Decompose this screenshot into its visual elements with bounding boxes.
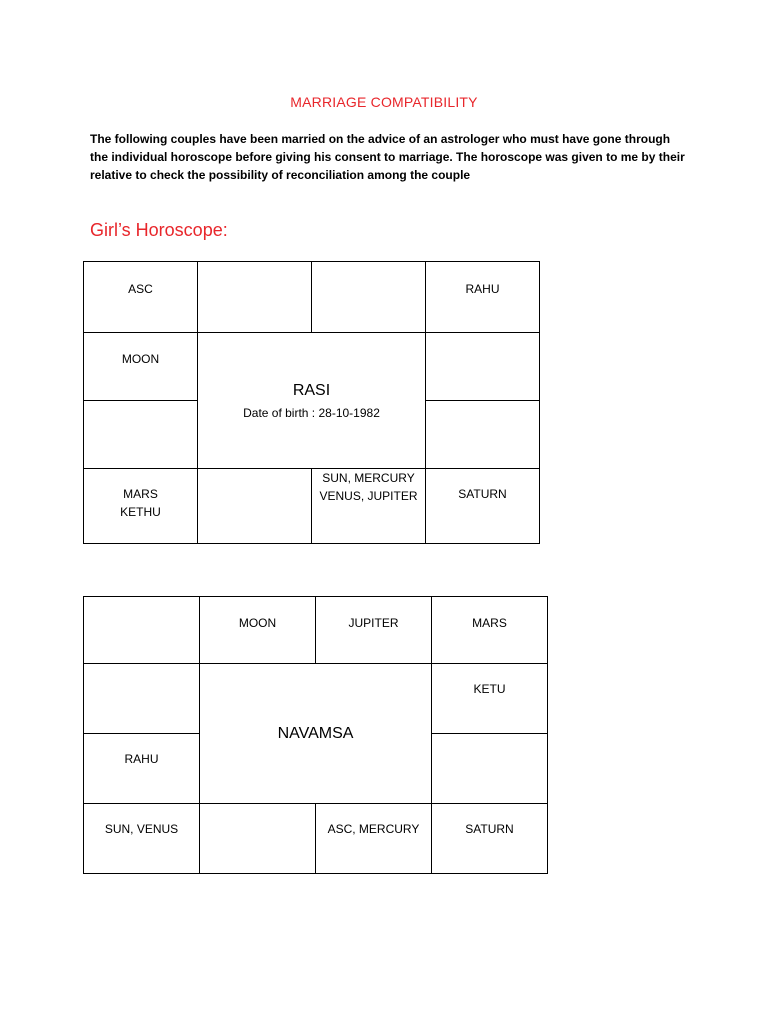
navamsa-chart: [83, 596, 548, 874]
navamsa-house: [200, 804, 316, 874]
navamsa-center: [200, 664, 432, 804]
navamsa-house: [432, 734, 548, 804]
intro-line: relative to check the possibility of reconciliation among the couple: [90, 168, 471, 182]
rasi-house: RAHU: [426, 262, 540, 333]
rasi-house: [426, 401, 540, 469]
rasi-house: MOON: [84, 333, 198, 401]
rasi-house: SATURN: [426, 469, 540, 544]
rasi-house: [312, 262, 426, 333]
page-title: MARRIAGE COMPATIBILITY: [290, 94, 478, 110]
rasi-house: [198, 262, 312, 333]
navamsa-house: SATURN: [432, 804, 548, 874]
navamsa-house: [84, 664, 200, 734]
rasi-chart: [83, 261, 540, 544]
section-heading: Girl’s Horoscope:: [90, 220, 228, 240]
navamsa-house: [84, 597, 200, 664]
rasi-center: [198, 333, 426, 469]
intro-line: The following couples have been married on the advice of an astrologer who must have gone through: [90, 132, 671, 146]
navamsa-house: MOON: [200, 597, 316, 664]
intro-paragraph: [90, 130, 690, 184]
rasi-house: [426, 333, 540, 401]
rasi-house: MARS KETHU: [84, 469, 198, 544]
navamsa-house: JUPITER: [316, 597, 432, 664]
navamsa-house: KETU: [432, 664, 548, 734]
navamsa-house: MARS: [432, 597, 548, 664]
navamsa-house: RAHU: [84, 734, 200, 804]
intro-line: the individual horoscope before giving his consent to marriage. The horoscope was given to me by their: [90, 150, 685, 164]
rasi-house: [84, 401, 198, 469]
date-of-birth: Date of birth : 28-10-1982: [243, 405, 380, 420]
navamsa-house: SUN, VENUS: [84, 804, 200, 874]
rasi-house: [198, 469, 312, 544]
rasi-center-title: RASI: [292, 381, 331, 399]
navamsa-center-title: NAVAMSA: [277, 724, 354, 742]
navamsa-house: ASC, MERCURY: [316, 804, 432, 874]
rasi-house: ASC: [84, 262, 198, 333]
rasi-house: SUN, MERCURY VENUS, JUPITER: [312, 469, 426, 544]
